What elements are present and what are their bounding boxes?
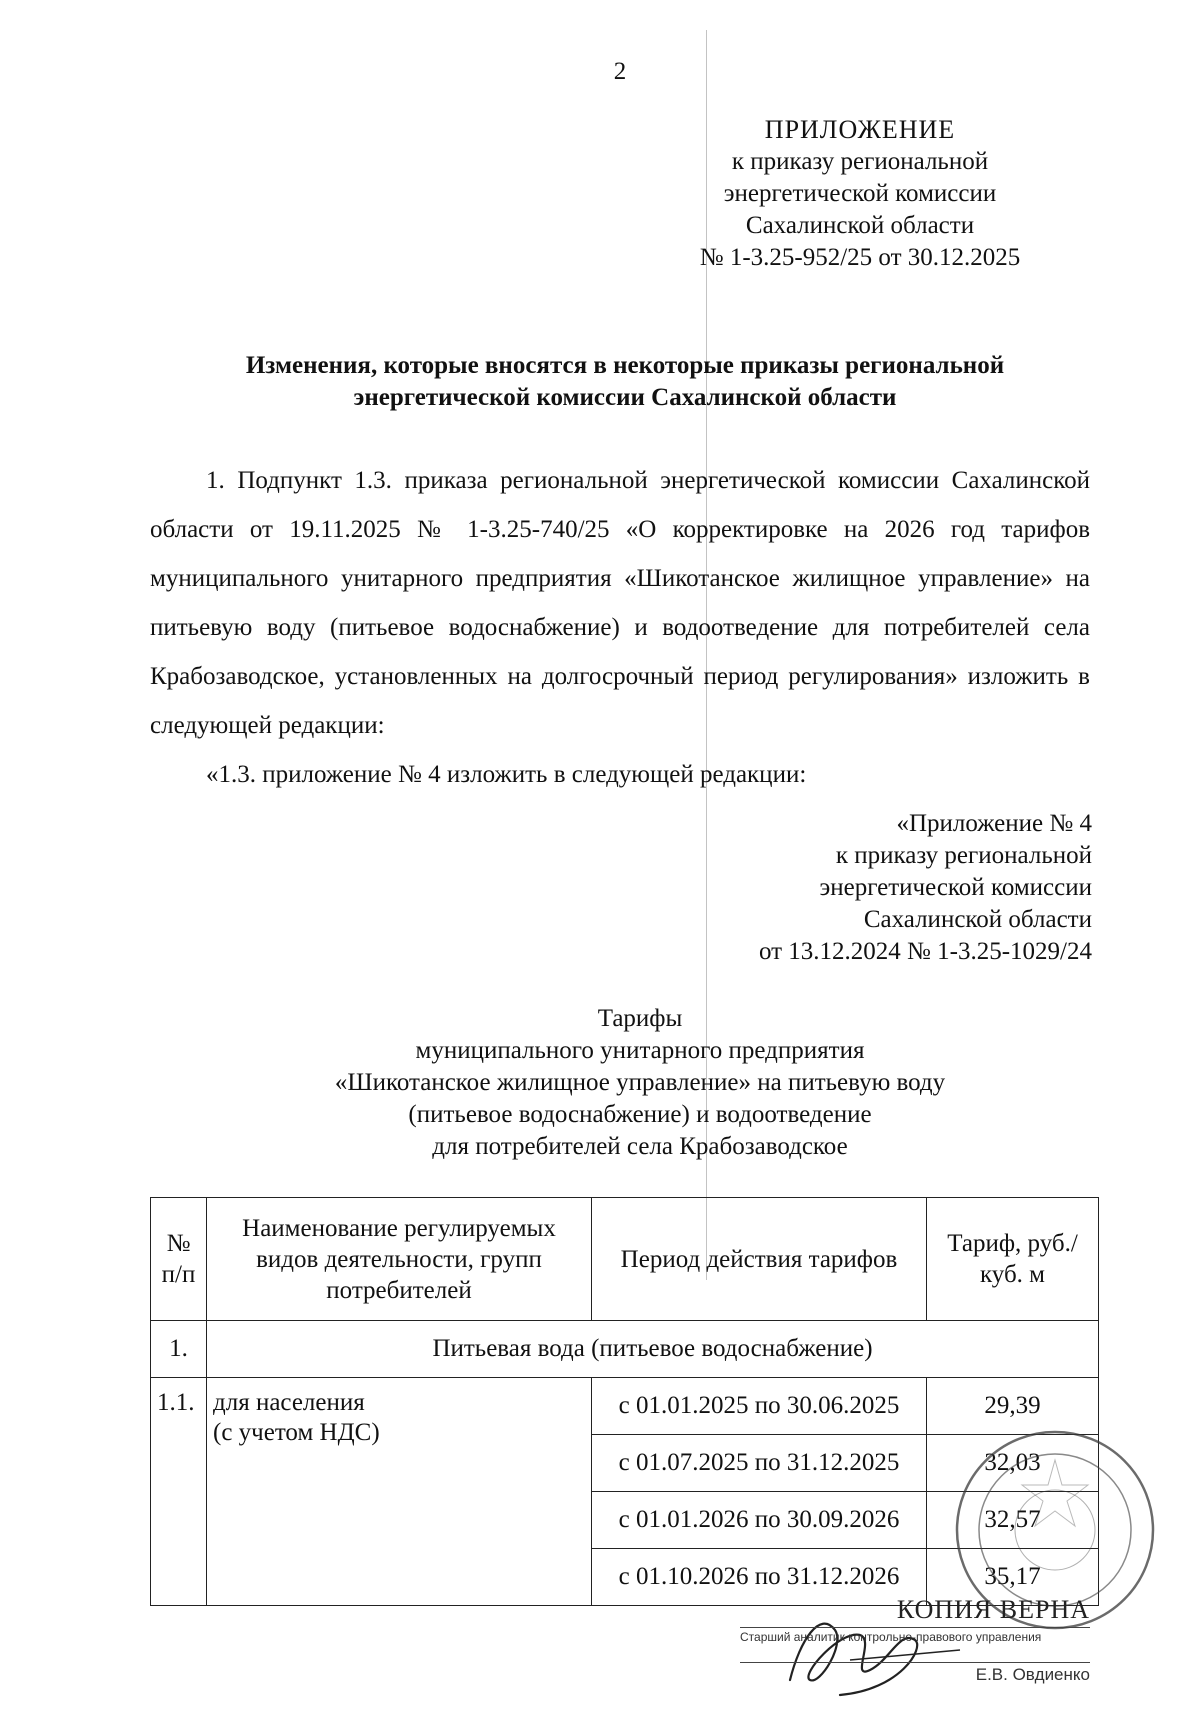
header-num: № п/п bbox=[151, 1198, 207, 1321]
tariffs-title-line-3: «Шикотанское жилищное управление» на питьевую воду bbox=[334, 1069, 946, 1096]
row-value: 32,03 bbox=[927, 1435, 1099, 1492]
body-text bbox=[150, 456, 1090, 799]
annex-line-4: Сахалинской области bbox=[863, 906, 1092, 933]
tariffs-title bbox=[240, 1003, 1040, 1163]
section-num: 1. bbox=[151, 1321, 207, 1378]
table-section-row bbox=[151, 1321, 1099, 1378]
item-name-line-2: (с учетом НДС) bbox=[213, 1419, 380, 1446]
row-period: с 01.07.2025 по 31.12.2025 bbox=[592, 1435, 927, 1492]
document-heading bbox=[150, 350, 1100, 414]
row-period: с 01.01.2025 по 30.06.2025 bbox=[592, 1378, 927, 1435]
item-num: 1.1. bbox=[151, 1378, 207, 1606]
signer-position: Старший аналитик контрольно-правового управления bbox=[740, 1627, 1090, 1644]
annex-line-1: «Приложение № 4 bbox=[896, 810, 1092, 837]
row-period: с 01.01.2026 по 30.09.2026 bbox=[592, 1492, 927, 1549]
appendix-line-4: № 1-3.25-952/25 от 30.12.2025 bbox=[699, 244, 1021, 271]
appendix-line-1: к приказу региональной bbox=[731, 148, 989, 175]
appendix-line-3: Сахалинской области bbox=[745, 212, 975, 239]
paragraph-1: 1. Подпункт 1.3. приказа региональной энергетической комиссии Сахалинской области от 19.11.2025 № 1-3.25-740/25 «О корректировке на 2026 год тарифов муниципального унитарного предприятия «Шикотанское жилищное управление» на питьевую воду (питьевое водоснабжение) и водоотведение для потребителей села Крабозаводское, установленных на долгосрочный период регулирования» изложить в следующей редакции: bbox=[150, 467, 1090, 739]
annex-line-5: от 13.12.2024 № 1-3.25-1029/24 bbox=[758, 938, 1092, 965]
annex-header bbox=[680, 808, 1092, 968]
tariffs-title-line-4: (питьевое водоснабжение) и водоотведение bbox=[408, 1101, 872, 1128]
table-header-row bbox=[151, 1198, 1099, 1321]
tariffs-title-line-2: муниципального унитарного предприятия bbox=[415, 1037, 865, 1064]
header-period: Период действия тарифов bbox=[592, 1198, 927, 1321]
header-tariff: Тариф, руб./куб. м bbox=[927, 1198, 1099, 1321]
appendix-line-2: энергетической комиссии bbox=[723, 180, 997, 207]
appendix-title: ПРИЛОЖЕНИЕ bbox=[764, 115, 956, 144]
annex-line-3: энергетической комиссии bbox=[819, 874, 1092, 901]
paragraph-2: «1.3. приложение № 4 изложить в следующей редакции: bbox=[206, 761, 807, 788]
tariff-table bbox=[150, 1197, 1099, 1606]
tariffs-title-line-1: Тарифы bbox=[597, 1005, 683, 1032]
item-name-line-1: для населения bbox=[213, 1389, 365, 1416]
page-number: 2 bbox=[613, 58, 627, 85]
tariffs-title-line-5: для потребителей села Крабозаводское bbox=[432, 1133, 848, 1160]
row-value: 29,39 bbox=[927, 1378, 1099, 1435]
heading-line-2: энергетической комиссии Сахалинской области bbox=[353, 384, 897, 411]
copy-label: КОПИЯ ВЕРНА bbox=[896, 1595, 1090, 1624]
copy-certification bbox=[740, 1595, 1090, 1685]
section-title: Питьевая вода (питьевое водоснабжение) bbox=[207, 1321, 1099, 1378]
appendix-header bbox=[640, 114, 1080, 274]
header-name: Наименование регулируемых видов деятельности, групп потребителей bbox=[207, 1198, 592, 1321]
row-value: 32,57 bbox=[927, 1492, 1099, 1549]
signer-name: Е.В. Овдиенко bbox=[740, 1662, 1090, 1685]
annex-line-2: к приказу региональной bbox=[835, 842, 1092, 869]
table-row bbox=[151, 1378, 1099, 1435]
row-value: 35,17 bbox=[927, 1549, 1099, 1606]
row-period: с 01.10.2026 по 31.12.2026 bbox=[592, 1549, 927, 1606]
heading-line-1: Изменения, которые вносятся в некоторые приказы региональной bbox=[245, 352, 1005, 379]
item-name bbox=[207, 1378, 592, 1606]
